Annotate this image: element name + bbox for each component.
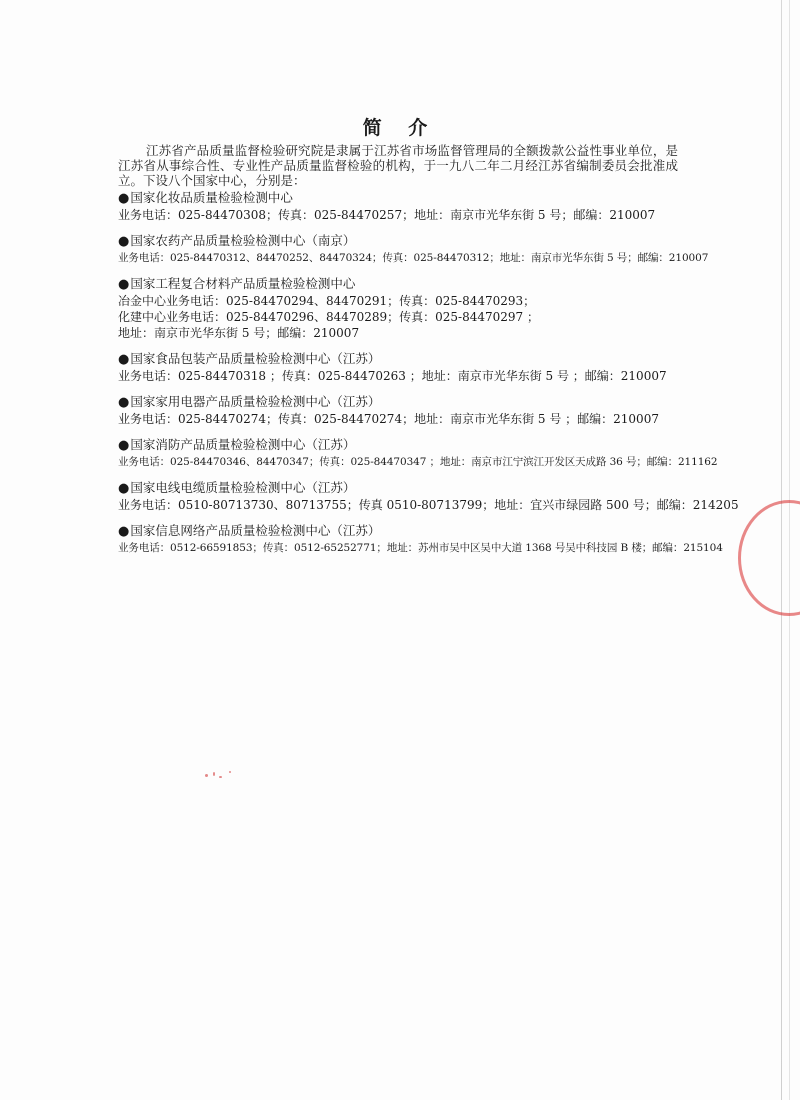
bullet-icon: ● xyxy=(118,277,130,292)
center-name xyxy=(118,480,678,497)
bullet-icon: ● xyxy=(118,191,130,206)
bullet-icon: ● xyxy=(118,395,130,410)
bullet-icon: ● xyxy=(118,438,130,453)
bullet-icon: ● xyxy=(118,352,130,367)
center-name xyxy=(118,394,678,411)
contact-line: 业务电话：025-84470318 ；传真：025-84470263 ；地址：南京市光华东街 5 号 ；邮编：210007 xyxy=(118,369,667,383)
contact-line: 化建中心业务电话：025-84470296、84470289；传真：025-84470297 ； xyxy=(118,310,539,324)
center-block xyxy=(118,437,718,470)
center-name-text: 国家消防产品质量检验检测中心（江苏） xyxy=(130,437,356,452)
center-name xyxy=(118,351,678,368)
bullet-icon: ● xyxy=(118,481,130,496)
center-name xyxy=(118,523,678,540)
center-name-text: 国家食品包装产品质量检验检测中心（江苏） xyxy=(130,351,381,366)
center-block xyxy=(118,394,678,427)
contact-line: 业务电话：0510-80713730、80713755；传真 0510-80713799；地址：宜兴市绿园路 500 号；邮编：214205 xyxy=(118,498,739,512)
bullet-icon: ● xyxy=(118,234,130,249)
contact-line: 地址：南京市光华东街 5 号；邮编：210007 xyxy=(118,326,360,340)
center-name-text: 国家农药产品质量检验检测中心（南京） xyxy=(130,233,356,248)
center-name xyxy=(118,276,678,293)
center-block xyxy=(118,351,678,384)
center-name-text: 国家工程复合材料产品质量检验检测中心 xyxy=(130,276,356,291)
contact-line: 业务电话：025-84470312、84470252、84470324；传真：025-84470312；地址：南京市光华东街 5 号；邮编：210007 xyxy=(118,252,709,264)
center-block xyxy=(118,523,723,556)
bullet-icon: ● xyxy=(118,524,130,539)
center-name-text: 国家家用电器产品质量检验检测中心（江苏） xyxy=(130,394,381,409)
red-ink-specks xyxy=(205,770,245,782)
center-block xyxy=(118,480,739,513)
contact-line: 业务电话：025-84470346、84470347；传真：025-84470347 ；地址：南京市江宁滨江开发区天成路 36 号；邮编：211162 xyxy=(118,456,718,468)
page-title: 简 介 xyxy=(362,117,438,139)
center-name-text: 国家化妆品质量检验检测中心 xyxy=(130,190,293,205)
center-block xyxy=(118,276,678,341)
center-name-text: 国家电线电缆质量检验检测中心（江苏） xyxy=(130,480,356,495)
center-name-text: 国家信息网络产品质量检验检测中心（江苏） xyxy=(130,523,381,538)
contact-line: 业务电话：0512-66591853；传真：0512-65252771；地址：苏州市吴中区吴中大道 1368 号吴中科技园 B 楼；邮编：215104 xyxy=(118,542,723,554)
center-name xyxy=(118,190,678,207)
center-name xyxy=(118,233,678,250)
contact-line: 业务电话：025-84470274；传真：025-84470274；地址：南京市光华东街 5 号 ；邮编：210007 xyxy=(118,412,659,426)
center-block xyxy=(118,190,678,223)
center-block xyxy=(118,233,709,266)
contact-line: 冶金中心业务电话：025-84470294、84470291；传真：025-84470293； xyxy=(118,294,536,308)
intro-paragraph: 江苏省产品质量监督检验研究院是隶属于江苏省市场监督管理局的全额拨款公益性事业单位，是江苏省从事综合性、专业性产品质量监督检验的机构，于一九八二年二月经江苏省编制委员会批准成立。下设八个国家中心，分别是： xyxy=(118,143,678,188)
center-list xyxy=(118,190,739,556)
document-body xyxy=(118,143,739,566)
red-seal-stamp xyxy=(738,500,800,616)
contact-line: 业务电话：025-84470308；传真：025-84470257；地址：南京市光华东街 5 号；邮编：210007 xyxy=(118,208,656,222)
center-name xyxy=(118,437,678,454)
